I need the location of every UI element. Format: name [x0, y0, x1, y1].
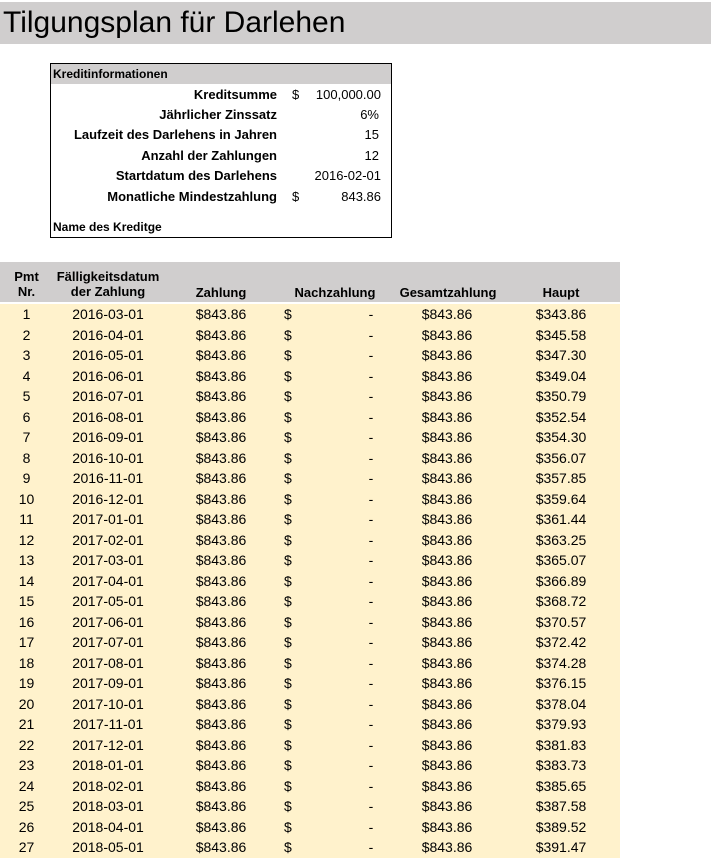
cell-due-date: 2018-05-01	[72, 839, 144, 855]
cell-payment: $843.86	[195, 408, 247, 425]
cell-principal: $389.52	[535, 818, 587, 835]
header-payment-number: Pmt Nr.	[14, 269, 39, 299]
cell-due-date: 2017-01-01	[72, 511, 144, 527]
cell-due-date: 2018-03-01	[72, 798, 144, 814]
cell-due-date: 2016-10-01	[72, 449, 144, 466]
cell-due-date: 2016-07-01	[72, 388, 144, 404]
cell-total-payment: $843.86	[421, 777, 473, 794]
cell-extra-payment: -	[368, 511, 374, 527]
cell-payment: $843.86	[195, 326, 247, 343]
cell-extra-currency: $	[284, 470, 292, 486]
cell-payment-number: 15	[18, 593, 35, 609]
cell-due-date: 2016-06-01	[72, 367, 144, 384]
cell-principal: $356.07	[535, 449, 587, 466]
cell-total-payment: $843.86	[421, 470, 473, 486]
cell-payment-number: 7	[22, 429, 31, 445]
table-row[interactable]	[0, 755, 620, 776]
table-row[interactable]	[0, 489, 620, 510]
cell-payment-number: 9	[22, 470, 31, 486]
cell-payment-number: 8	[22, 449, 31, 466]
cell-payment: $843.86	[195, 818, 247, 835]
cell-principal: $376.15	[535, 675, 587, 691]
cell-payment: $843.86	[195, 675, 247, 691]
cell-total-payment: $843.86	[421, 490, 473, 507]
loan-info-box	[50, 63, 392, 238]
cell-principal: $361.44	[535, 511, 587, 527]
table-row[interactable]	[0, 448, 620, 469]
cell-extra-currency: $	[284, 757, 292, 773]
cell-total-payment: $843.86	[421, 675, 473, 691]
cell-extra-currency: $	[284, 367, 292, 384]
cell-payment-number: 1	[22, 306, 31, 322]
cell-payment-number: 22	[18, 736, 35, 753]
table-row[interactable]	[0, 571, 620, 592]
info-label: Jährlicher Zinssatz	[159, 107, 277, 122]
cell-payment-number: 4	[22, 367, 31, 384]
cell-total-payment: $843.86	[421, 593, 473, 609]
cell-principal: $366.89	[535, 572, 587, 589]
cell-principal: $359.64	[535, 490, 587, 507]
cell-due-date: 2017-09-01	[72, 675, 144, 691]
cell-payment: $843.86	[195, 306, 247, 322]
cell-due-date: 2017-06-01	[72, 613, 144, 630]
cell-total-payment: $843.86	[421, 531, 473, 548]
cell-total-payment: $843.86	[421, 511, 473, 527]
cell-extra-currency: $	[284, 408, 292, 425]
cell-total-payment: $843.86	[421, 839, 473, 855]
cell-extra-currency: $	[284, 839, 292, 855]
cell-extra-payment: -	[368, 613, 374, 630]
cell-principal: $379.93	[535, 716, 587, 732]
cell-extra-currency: $	[284, 777, 292, 794]
header-extra-payment: Nachzahlung	[294, 285, 376, 300]
cell-extra-currency: $	[284, 531, 292, 548]
info-value: 2016-02-01	[314, 168, 381, 183]
info-label: Kreditsumme	[193, 87, 277, 102]
table-row[interactable]	[0, 304, 620, 325]
cell-extra-currency: $	[284, 306, 292, 322]
schedule-header	[0, 262, 620, 302]
cell-extra-currency: $	[284, 654, 292, 671]
header-payment: Zahlung	[195, 285, 247, 300]
cell-due-date: 2017-02-01	[72, 531, 144, 548]
cell-extra-currency: $	[284, 572, 292, 589]
table-row[interactable]	[0, 366, 620, 387]
cell-payment: $843.86	[195, 367, 247, 384]
cell-principal: $365.07	[535, 552, 587, 568]
cell-payment-number: 24	[18, 777, 35, 794]
cell-payment-number: 3	[22, 347, 31, 363]
cell-extra-payment: -	[368, 388, 374, 404]
cell-extra-payment: -	[368, 408, 374, 425]
info-row-start-date[interactable]	[51, 166, 391, 186]
cell-extra-payment: -	[368, 818, 374, 835]
cell-extra-payment: -	[368, 593, 374, 609]
table-row[interactable]	[0, 591, 620, 612]
cell-principal: $349.04	[535, 367, 587, 384]
table-row[interactable]	[0, 632, 620, 653]
cell-extra-payment: -	[368, 429, 374, 445]
cell-payment-number: 13	[18, 552, 35, 568]
cell-principal: $354.30	[535, 429, 587, 445]
cell-due-date: 2017-05-01	[72, 593, 144, 609]
cell-payment-number: 11	[19, 511, 34, 527]
table-row[interactable]	[0, 509, 620, 530]
cell-extra-payment: -	[368, 326, 374, 343]
cell-extra-payment: -	[368, 449, 374, 466]
cell-payment: $843.86	[195, 429, 247, 445]
schedule-rows	[0, 304, 620, 858]
cell-extra-payment: -	[368, 634, 374, 650]
info-label: Startdatum des Darlehens	[115, 168, 277, 183]
cell-due-date: 2017-11-01	[72, 716, 144, 732]
cell-total-payment: $843.86	[421, 654, 473, 671]
cell-extra-currency: $	[284, 634, 292, 650]
cell-extra-payment: -	[368, 470, 374, 486]
table-row[interactable]	[0, 837, 620, 858]
cell-due-date: 2016-04-01	[72, 326, 144, 343]
cell-principal: $343.86	[535, 306, 587, 322]
table-row[interactable]	[0, 714, 620, 735]
cell-payment-number: 21	[18, 716, 35, 732]
cell-extra-payment: -	[368, 695, 374, 712]
cell-payment: $843.86	[195, 572, 247, 589]
cell-extra-currency: $	[284, 429, 292, 445]
cell-payment: $843.86	[195, 490, 247, 507]
info-label: Monatliche Mindestzahlung	[107, 189, 277, 204]
info-row-loan-term[interactable]	[51, 125, 391, 145]
cell-payment-number: 16	[18, 613, 35, 630]
cell-payment: $843.86	[195, 388, 247, 404]
cell-extra-payment: -	[368, 839, 374, 855]
cell-extra-payment: -	[368, 490, 374, 507]
cell-payment-number: 6	[22, 408, 31, 425]
cell-total-payment: $843.86	[421, 306, 473, 322]
table-row[interactable]	[0, 550, 620, 571]
cell-extra-payment: -	[368, 675, 374, 691]
cell-payment-number: 25	[18, 798, 35, 814]
header-principal: Haupt	[542, 285, 580, 300]
cell-total-payment: $843.86	[421, 449, 473, 466]
cell-extra-payment: -	[368, 736, 374, 753]
header-total-payment: Gesamtzahlung	[399, 285, 497, 300]
cell-total-payment: $843.86	[421, 408, 473, 425]
cell-total-payment: $843.86	[421, 367, 473, 384]
lender-name-label[interactable]: Name des Kreditge	[53, 220, 162, 234]
cell-due-date: 2018-01-01	[72, 757, 144, 773]
cell-principal: $383.73	[535, 757, 587, 773]
cell-extra-payment: -	[368, 347, 374, 363]
cell-extra-currency: $	[284, 449, 292, 466]
cell-principal: $352.54	[535, 408, 587, 425]
cell-payment-number: 27	[18, 839, 35, 855]
cell-total-payment: $843.86	[421, 388, 473, 404]
cell-principal: $350.79	[535, 388, 587, 404]
cell-total-payment: $843.86	[421, 798, 473, 814]
cell-payment-number: 5	[22, 388, 31, 404]
cell-payment: $843.86	[195, 347, 247, 363]
table-row[interactable]	[0, 530, 620, 551]
cell-due-date: 2018-02-01	[72, 777, 144, 794]
cell-extra-payment: -	[368, 531, 374, 548]
cell-payment: $843.86	[195, 593, 247, 609]
table-row[interactable]	[0, 427, 620, 448]
cell-extra-currency: $	[284, 593, 292, 609]
cell-principal: $347.30	[535, 347, 587, 363]
header-due-date: Fälligkeitsdatum der Zahlung	[56, 269, 160, 299]
cell-extra-payment: -	[368, 716, 374, 732]
cell-total-payment: $843.86	[421, 613, 473, 630]
page-title: Tilgungsplan für Darlehen	[0, 2, 711, 44]
table-row[interactable]	[0, 407, 620, 428]
info-row-interest-rate[interactable]	[51, 105, 391, 125]
cell-total-payment: $843.86	[421, 572, 473, 589]
cell-payment-number: 20	[18, 695, 35, 712]
cell-principal: $345.58	[535, 326, 587, 343]
cell-due-date: 2017-08-01	[72, 654, 144, 671]
cell-payment-number: 14	[18, 572, 35, 589]
cell-payment-number: 12	[18, 531, 35, 548]
cell-due-date: 2016-11-01	[72, 470, 144, 486]
loan-info-header: Kreditinformationen	[51, 64, 391, 84]
cell-extra-currency: $	[284, 716, 292, 732]
cell-extra-currency: $	[284, 818, 292, 835]
cell-total-payment: $843.86	[421, 716, 473, 732]
cell-payment: $843.86	[195, 511, 247, 527]
info-row-payments-count[interactable]	[51, 146, 391, 166]
cell-payment: $843.86	[195, 654, 247, 671]
cell-payment-number: 2	[22, 326, 31, 343]
table-row[interactable]	[0, 796, 620, 817]
cell-payment: $843.86	[195, 798, 247, 814]
cell-principal: $370.57	[535, 613, 587, 630]
cell-extra-payment: -	[368, 367, 374, 384]
cell-extra-payment: -	[368, 777, 374, 794]
cell-principal: $387.58	[535, 798, 587, 814]
table-row[interactable]	[0, 735, 620, 756]
info-value: 6%	[360, 107, 379, 122]
cell-principal: $391.47	[535, 839, 587, 855]
cell-payment: $843.86	[195, 716, 247, 732]
cell-payment: $843.86	[195, 552, 247, 568]
cell-due-date: 2017-04-01	[72, 572, 144, 589]
cell-extra-payment: -	[368, 798, 374, 814]
cell-payment: $843.86	[195, 470, 247, 486]
table-row[interactable]	[0, 468, 620, 489]
cell-principal: $385.65	[535, 777, 587, 794]
cell-total-payment: $843.86	[421, 326, 473, 343]
table-row[interactable]	[0, 673, 620, 694]
cell-total-payment: $843.86	[421, 757, 473, 773]
cell-extra-payment: -	[368, 757, 374, 773]
cell-total-payment: $843.86	[421, 552, 473, 568]
table-row[interactable]	[0, 345, 620, 366]
cell-principal: $381.83	[535, 736, 587, 753]
cell-due-date: 2017-12-01	[72, 736, 144, 753]
info-value: 15	[364, 127, 379, 142]
cell-payment: $843.86	[195, 736, 247, 753]
cell-extra-currency: $	[284, 490, 292, 507]
cell-extra-currency: $	[284, 798, 292, 814]
cell-payment-number: 10	[18, 490, 35, 507]
cell-due-date: 2016-09-01	[72, 429, 144, 445]
cell-due-date: 2016-03-01	[72, 306, 144, 322]
cell-extra-currency: $	[284, 552, 292, 568]
cell-extra-currency: $	[284, 326, 292, 343]
cell-extra-payment: -	[368, 552, 374, 568]
cell-payment: $843.86	[195, 613, 247, 630]
cell-total-payment: $843.86	[421, 736, 473, 753]
cell-payment: $843.86	[195, 757, 247, 773]
cell-extra-currency: $	[284, 736, 292, 753]
table-row[interactable]	[0, 653, 620, 674]
cell-payment-number: 26	[18, 818, 35, 835]
cell-payment: $843.86	[195, 777, 247, 794]
cell-extra-currency: $	[284, 347, 292, 363]
currency-symbol: $	[292, 87, 300, 102]
cell-payment: $843.86	[195, 531, 247, 548]
cell-payment: $843.86	[195, 449, 247, 466]
cell-principal: $374.28	[535, 654, 587, 671]
cell-due-date: 2017-07-01	[72, 634, 144, 650]
cell-principal: $378.04	[535, 695, 587, 712]
cell-extra-currency: $	[284, 675, 292, 691]
table-row[interactable]	[0, 325, 620, 346]
info-value: 100,000.00	[315, 87, 381, 102]
cell-extra-currency: $	[284, 613, 292, 630]
cell-payment: $843.86	[195, 839, 247, 855]
cell-extra-currency: $	[284, 695, 292, 712]
cell-payment-number: 19	[18, 675, 35, 691]
cell-due-date: 2016-08-01	[72, 408, 144, 425]
cell-total-payment: $843.86	[421, 634, 473, 650]
cell-extra-currency: $	[284, 511, 292, 527]
cell-due-date: 2016-05-01	[72, 347, 144, 363]
cell-due-date: 2017-03-01	[72, 552, 144, 568]
currency-symbol: $	[292, 189, 300, 204]
cell-payment: $843.86	[195, 634, 247, 650]
cell-payment-number: 23	[18, 757, 35, 773]
info-row-loan-amount[interactable]	[51, 85, 391, 105]
info-label: Laufzeit des Darlehens in Jahren	[73, 127, 277, 142]
cell-extra-currency: $	[284, 388, 292, 404]
table-row[interactable]	[0, 817, 620, 838]
cell-total-payment: $843.86	[421, 818, 473, 835]
cell-principal: $368.72	[535, 593, 587, 609]
cell-extra-payment: -	[368, 572, 374, 589]
cell-extra-payment: -	[368, 654, 374, 671]
table-row[interactable]	[0, 612, 620, 633]
info-value: 12	[364, 148, 379, 163]
cell-payment-number: 18	[18, 654, 35, 671]
cell-principal: $363.25	[535, 531, 587, 548]
table-row[interactable]	[0, 386, 620, 407]
info-label: Anzahl der Zahlungen	[141, 148, 277, 163]
cell-principal: $357.85	[535, 470, 587, 486]
cell-due-date: 2018-04-01	[72, 818, 144, 835]
info-value: 843.86	[341, 189, 381, 204]
table-row[interactable]	[0, 694, 620, 715]
cell-principal: $372.42	[535, 634, 587, 650]
cell-payment: $843.86	[195, 695, 247, 712]
cell-due-date: 2016-12-01	[72, 490, 144, 507]
table-row[interactable]	[0, 776, 620, 797]
cell-total-payment: $843.86	[421, 695, 473, 712]
cell-extra-payment: -	[368, 306, 374, 322]
cell-total-payment: $843.86	[421, 347, 473, 363]
cell-payment-number: 17	[18, 634, 35, 650]
info-row-min-payment[interactable]	[51, 187, 391, 207]
cell-due-date: 2017-10-01	[72, 695, 144, 712]
cell-total-payment: $843.86	[421, 429, 473, 445]
